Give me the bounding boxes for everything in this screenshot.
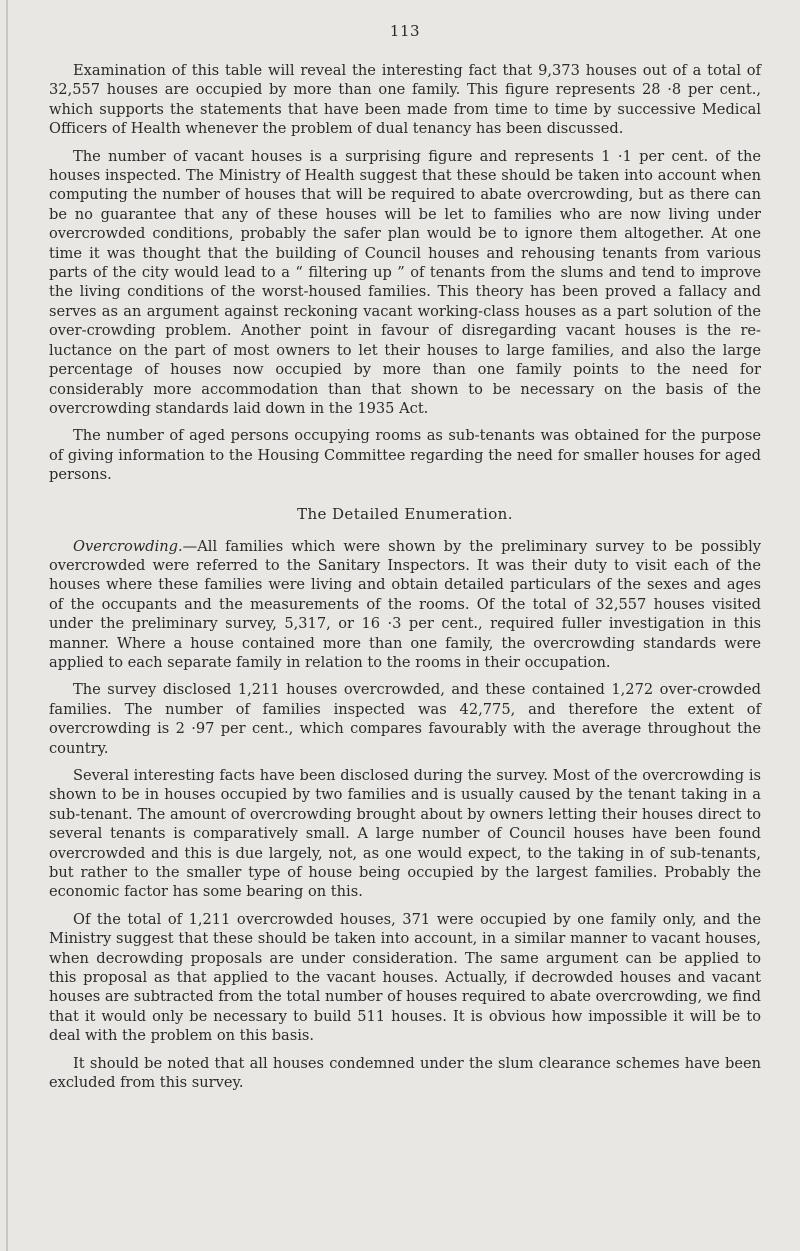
paragraph-aged-persons: The number of aged persons occupying rooms as sub-tenants was obtained for the purpose of giving information to the Housing Committee regarding the need for smaller houses for aged persons. — [49, 427, 761, 484]
paragraph-dual-tenancy: Examination of this table will reveal the interesting fact that 9,373 houses out of a total of 32,557 houses are occupied by more than one family. This figure represents 28 ·8 per cent., which supports the statements that have been made from time to time by successive Medical Officers of Health whenever the problem of dual tenancy has been discussed. — [49, 62, 761, 138]
section-heading: The Detailed Enumeration. — [297, 504, 513, 523]
paragraph-survey-results: The survey disclosed 1,211 houses overcrowded, and these contained 1,272 over-crowded families. The number of families inspected was 42,775, and therefore the extent of overcrowding is 2 ·97 per cent., which compares favourably with the average throughout the country. — [49, 681, 761, 757]
paragraph-interesting-facts: Several interesting facts have been disclosed during the survey. Most of the overcrowding is shown to be in houses occupied by two families and is usually caused by the tenant taking in a sub-tenant. The amount of overcrowding brought about by owners letting their houses direct to several tenants is comparatively small. A large number of Council houses have been found overcrowded and this is due largely, not, as one would expect, to the taking in of sub-tenants, but rather to the smaller type of house being occupied by the largest families. Probably the economic factor has some bearing on this. — [49, 767, 761, 901]
paragraph-overcrowding — [49, 537, 761, 673]
paragraph-overcrowding-text: —All families which were shown by the preliminary survey to be possibly overcrowded were referred to the Sanitary Inspectors. It was their duty to visit each of the houses where these families were living and obtain detailed particulars of the sexes and ages of the occupants and the measurements of the rooms. Of the total of 32,557 houses visited under the preliminary survey, 5,317, or 16 ·3 per cent., required fuller investigation in this manner. Where a house contained more than one family, the overcrowding standards were applied to each separate family in relation to the rooms in their occupation. — [49, 537, 761, 671]
paragraph-vacant-houses: The number of vacant houses is a surprising figure and represents 1 ·1 per cent. of the houses inspected. The Ministry of Health suggest that these should be taken into account when computing the number of houses that will be required to abate overcrowding, but as there can be no guarantee that any of these houses will be let to families who are now living under overcrowded conditions, probably the safer plan would be to ignore them altogether. At one time it was thought that the building of Council houses and rehousing tenants from various parts of the city would lead to a “ filtering up ” of tenants from the slums and tend to improve the living conditions of the worst-housed families. This theory has been proved a fallacy and serves as an argument against reckoning vacant working-class houses as a part solution of the over-crowding problem. Another point in favour of disregarding vacant houses is the re-luctance on the part of most owners to let their houses to large families, and also the large percentage of houses now occupied by more than one family points to the need for considerably more accommodation than that shown to be necessary on the basis of the overcrowding standards laid down in the 1935 Act. — [49, 147, 761, 417]
run-in-heading: Overcrowding. — [73, 537, 183, 555]
paragraph-single-family-houses: Of the total of 1,211 overcrowded houses, 371 were occupied by one family only, and the Ministry suggest that these should be taken into account, in a similar manner to vacant houses, when decrowding proposals are under consideration. The same argument can be applied to this proposal as that applied to the vacant houses. Actually, if decrowded houses and vacant houses are subtracted from the total number of houses required to abate overcrowding, we find that it would only be necessary to build 511 houses. It is obvious how impossible it will be to deal with the problem on this basis. — [49, 910, 761, 1045]
document-page — [49, 22, 761, 1101]
page-edge-shadow — [6, 0, 8, 1251]
paragraph-slum-clearance-note: It should be noted that all houses condemned under the slum clearance schemes have been excluded from this survey. — [49, 1054, 761, 1092]
page-number: 113 — [389, 22, 421, 40]
